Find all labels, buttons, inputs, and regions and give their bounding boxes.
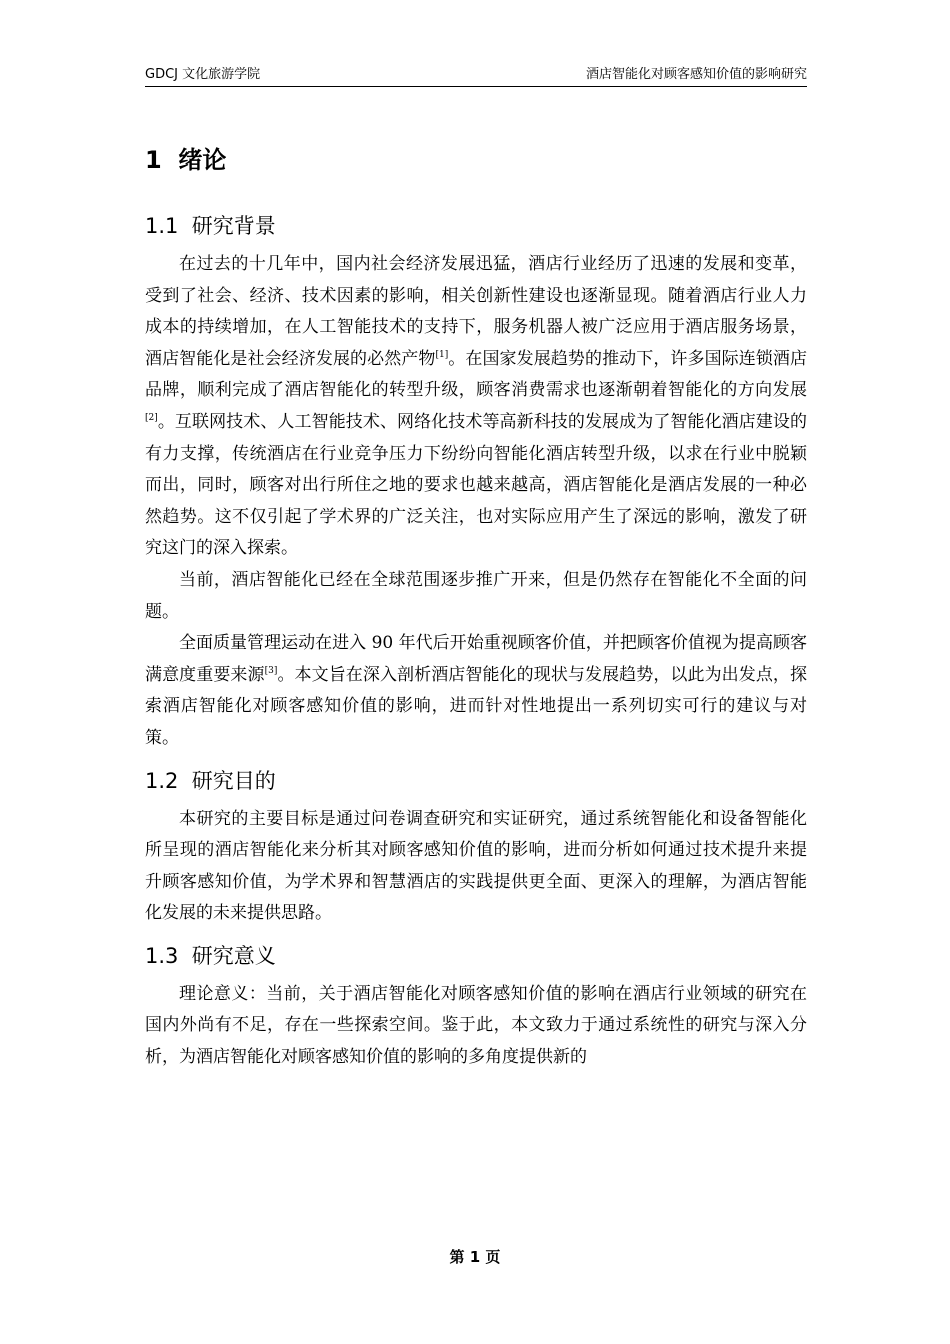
- page-number: 第 1 页: [449, 1248, 501, 1266]
- paragraph-text: 在过去的十几年中，国内社会经济发展迅猛，酒店行业经历了迅速的发展和变革，受到了社会、经济、技术因素的影响，相关创新性建设也逐渐显现。随着酒店行业人力成本的持续增加，在人工智能技术的支持下，服务机器人被广泛应用于酒店服务场景，酒店智能化是社会经济发展的必然产物: [145, 254, 807, 369]
- section-body: [145, 804, 807, 930]
- paragraph: [145, 804, 807, 930]
- paragraph-text: 当前，酒店智能化已经在全球范围逐步推广开来，但是仍然存在智能化不全面的问题。: [145, 569, 807, 622]
- section-body: [145, 979, 807, 1074]
- section-title: 1.2 研究目的: [145, 768, 276, 793]
- section-title: 1.3 研究意义: [145, 943, 276, 968]
- section-body: [145, 249, 807, 755]
- header-institution: GDCJ 文化旅游学院: [145, 67, 261, 82]
- document-body: [145, 140, 807, 1074]
- chapter-title: 1 绪论: [145, 146, 227, 174]
- section-title: 1.1 研究背景: [145, 214, 276, 238]
- citation-ref: [3]: [264, 665, 278, 676]
- paragraph-text: 本研究的主要目标是通过问卷调查研究和实证研究，通过系统智能化和设备智能化所呈现的酒店智能化来分析其对顾客感知价值的影响，进而分析如何通过技术提升来提升顾客感知价值，为学术界和智慧酒店的实践提供更全面、更深入的理解，为酒店智能化发展的未来提供思路。: [145, 808, 807, 924]
- paragraph-text: 。本文旨在深入剖析酒店智能化的现状与发展趋势，以此为出发点，探索酒店智能化对顾客感知价值的影响，进而针对性地提出一系列切实可行的建议与对策。: [145, 664, 808, 748]
- paragraph-text: 理论意义：当前，关于酒店智能化对顾客感知价值的影响在酒店行业领域的研究在国内外尚有不足，存在一些探索空间。鉴于此，本文致力于通过系统性的研究与深入分析，为酒店智能化对顾客感知价值的影响的多角度提供新的: [145, 983, 807, 1068]
- paragraph-text: 。在国家发展趋势的推动下，许多国际连锁酒店品牌，顺利完成了酒店智能化的转型升级，顾客消费需求也逐渐朝着智能化的方向发展: [145, 348, 808, 401]
- citation-ref: [1]: [435, 349, 449, 360]
- header-paper-title: 酒店智能化对顾客感知价值的影响研究: [585, 67, 807, 82]
- paragraph: [145, 249, 807, 565]
- paragraph-text: 。互联网技术、人工智能技术、网络化技术等高新科技的发展成为了智能化酒店建设的有力支撑，传统酒店在行业竞争压力下纷纷向智能化酒店转型升级，以求在行业中脱颖而出，同时，顾客对出行所住之地的要求也越来越高，酒店智能化是酒店发展的一种必然趋势。这不仅引起了学术界的广泛关注，也对实际应用产生了深远的影响，激发了研究这门的深入探索。: [145, 411, 807, 559]
- paragraph: [145, 628, 807, 754]
- page-header: [145, 64, 807, 87]
- paragraph-text: 全面质量管理运动在进入 90 年代后开始重视顾客价值，并把顾客价值视为提高顾客满意度重要来源: [145, 633, 807, 685]
- paragraph: [145, 979, 807, 1074]
- paragraph: [145, 565, 807, 628]
- citation-ref: [2]: [145, 412, 158, 423]
